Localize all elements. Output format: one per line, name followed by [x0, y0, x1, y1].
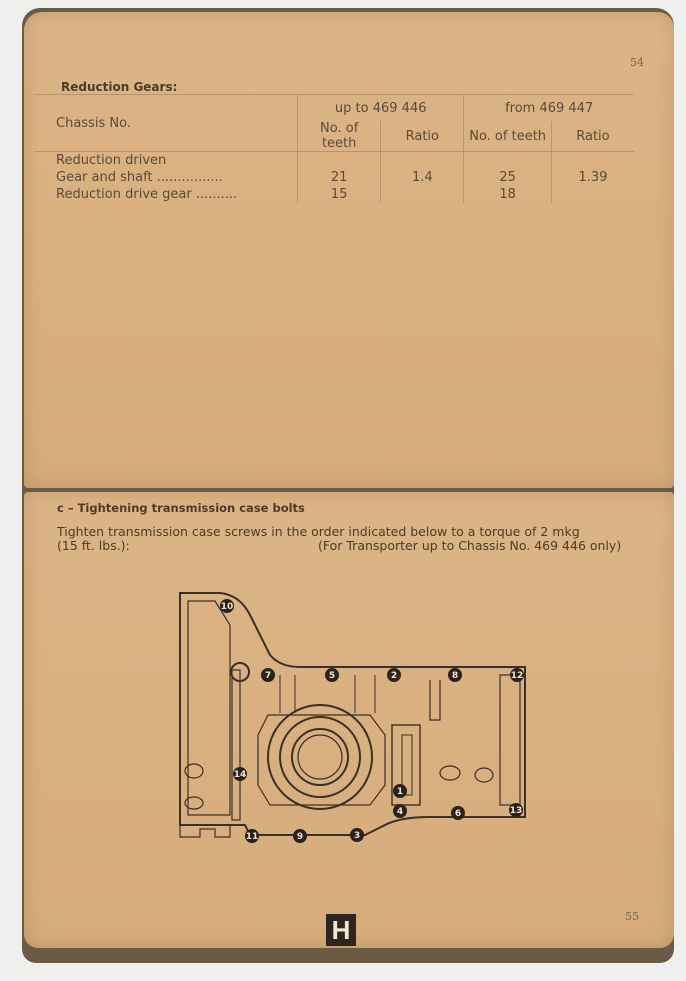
cell: 18 [464, 186, 552, 203]
bolt-label-9: 9 [296, 832, 304, 842]
col-ratio-2: Ratio [551, 121, 634, 152]
cell [381, 152, 464, 170]
instruction-line-1: Tighten transmission case screws in the order indicated below to a torque of 2 mkg [57, 524, 580, 539]
group-up-to: up to 469 446 [298, 95, 464, 122]
cell: 1.4 [381, 169, 464, 186]
table-row [34, 152, 634, 170]
row-label: Gear and shaft ................ [56, 170, 223, 185]
row-label: Reduction drive gear .......... [56, 187, 238, 202]
cell [551, 152, 634, 170]
bolt-label-10: 10 [220, 602, 234, 612]
page-number-55: 55 [625, 910, 639, 923]
reduction-gears-title: Reduction Gears: [61, 80, 178, 94]
bolt-label-7: 7 [264, 671, 272, 681]
bolt-label-14: 14 [233, 770, 247, 780]
bolt-label-6: 6 [454, 809, 462, 819]
section-h-tab: H [326, 914, 356, 946]
bolt-label-3: 3 [353, 831, 361, 841]
bolt-label-12: 12 [510, 671, 524, 681]
bolt-label-2: 2 [390, 671, 398, 681]
page-number-54: 54 [630, 56, 644, 69]
table-row [34, 169, 634, 186]
torque-note: (15 ft. lbs.): [57, 538, 130, 553]
bolt-label-13: 13 [509, 806, 523, 816]
cell [381, 186, 464, 203]
reduction-gears-table [34, 94, 634, 203]
col-teeth-2: No. of teeth [464, 121, 552, 152]
transporter-note: (For Transporter up to Chassis No. 469 446 only) [318, 538, 622, 553]
cell [551, 186, 634, 203]
col-teeth-1: No. of teeth [298, 121, 381, 152]
cell: 25 [464, 169, 552, 186]
bolt-label-8: 8 [451, 671, 459, 681]
bolt-label-4: 4 [396, 807, 404, 817]
cell: 21 [298, 169, 381, 186]
cell: 1.39 [551, 169, 634, 186]
group-from: from 469 447 [464, 95, 634, 122]
bolt-label-11: 11 [245, 832, 259, 842]
chassis-label: Chassis No. [34, 95, 298, 152]
row-label: Reduction driven [56, 153, 167, 168]
table-row [34, 186, 634, 203]
bolt-label-1: 1 [396, 787, 404, 797]
cell: 15 [298, 186, 381, 203]
col-ratio-1: Ratio [381, 121, 464, 152]
bolt-label-5: 5 [328, 671, 336, 681]
cell [298, 152, 381, 170]
transmission-case-diagram [170, 585, 540, 850]
tightening-title: c – Tightening transmission case bolts [57, 501, 305, 515]
cell [464, 152, 552, 170]
